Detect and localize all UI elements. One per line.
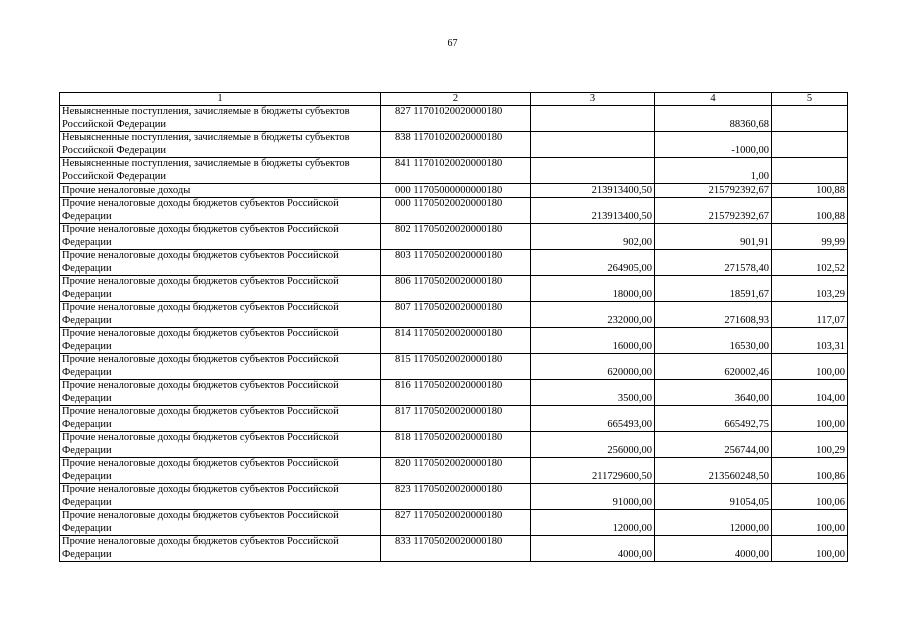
row-percent-cell: 100,86 (772, 458, 848, 484)
table-row (60, 224, 848, 250)
table-row (60, 302, 848, 328)
row-code-cell: 817 11705020020000180 (381, 406, 531, 432)
row-name-cell: Прочие неналоговые доходы бюджетов субъектов Российской Федерации (60, 458, 381, 484)
row-plan-cell: 91000,00 (531, 484, 655, 510)
row-plan-cell: 18000,00 (531, 276, 655, 302)
table-row (60, 276, 848, 302)
row-percent-cell: 117,07 (772, 302, 848, 328)
row-plan-cell (531, 158, 655, 184)
row-percent-cell (772, 132, 848, 158)
table-row (60, 250, 848, 276)
row-name-cell: Прочие неналоговые доходы бюджетов субъектов Российской Федерации (60, 510, 381, 536)
table-row (60, 406, 848, 432)
row-name-cell: Прочие неналоговые доходы бюджетов субъектов Российской Федерации (60, 328, 381, 354)
row-name-cell: Прочие неналоговые доходы бюджетов субъектов Российской Федерации (60, 302, 381, 328)
row-fact-cell: 215792392,67 (655, 198, 772, 224)
table-body (60, 93, 848, 562)
table-row (60, 484, 848, 510)
row-code-cell: 838 11701020020000180 (381, 132, 531, 158)
column-header-4: 4 (655, 93, 772, 106)
row-percent-cell: 100,88 (772, 198, 848, 224)
row-fact-cell: 91054,05 (655, 484, 772, 510)
row-code-cell: 833 11705020020000180 (381, 536, 531, 562)
row-percent-cell: 99,99 (772, 224, 848, 250)
row-name-cell: Прочие неналоговые доходы бюджетов субъектов Российской Федерации (60, 276, 381, 302)
row-plan-cell: 256000,00 (531, 432, 655, 458)
row-name-cell: Прочие неналоговые доходы бюджетов субъектов Российской Федерации (60, 406, 381, 432)
row-fact-cell: 271608,93 (655, 302, 772, 328)
row-code-cell: 827 11705020020000180 (381, 510, 531, 536)
row-percent-cell (772, 158, 848, 184)
row-code-cell: 815 11705020020000180 (381, 354, 531, 380)
table-row (60, 198, 848, 224)
row-fact-cell: 665492,75 (655, 406, 772, 432)
row-plan-cell: 4000,00 (531, 536, 655, 562)
row-plan-cell: 665493,00 (531, 406, 655, 432)
row-name-cell: Прочие неналоговые доходы бюджетов субъектов Российской Федерации (60, 484, 381, 510)
row-percent-cell: 104,00 (772, 380, 848, 406)
page-number: 67 (447, 38, 458, 49)
row-code-cell: 806 11705020020000180 (381, 276, 531, 302)
row-name-cell: Прочие неналоговые доходы бюджетов субъектов Российской Федерации (60, 536, 381, 562)
row-code-cell: 841 11701020020000180 (381, 158, 531, 184)
row-code-cell: 827 11701020020000180 (381, 106, 531, 132)
row-code-cell: 816 11705020020000180 (381, 380, 531, 406)
row-code-cell: 802 11705020020000180 (381, 224, 531, 250)
column-header-2: 2 (381, 93, 531, 106)
row-percent-cell: 100,88 (772, 184, 848, 198)
row-fact-cell: 3640,00 (655, 380, 772, 406)
row-plan-cell (531, 132, 655, 158)
row-code-cell: 814 11705020020000180 (381, 328, 531, 354)
row-name-cell: Прочие неналоговые доходы (60, 184, 381, 198)
row-fact-cell: -1000,00 (655, 132, 772, 158)
row-fact-cell: 271578,40 (655, 250, 772, 276)
revenue-table (59, 92, 848, 562)
row-name-cell: Прочие неналоговые доходы бюджетов субъектов Российской Федерации (60, 380, 381, 406)
row-percent-cell: 100,06 (772, 484, 848, 510)
row-plan-cell: 232000,00 (531, 302, 655, 328)
row-fact-cell: 1,00 (655, 158, 772, 184)
table-row (60, 380, 848, 406)
row-plan-cell: 620000,00 (531, 354, 655, 380)
row-name-cell: Прочие неналоговые доходы бюджетов субъектов Российской Федерации (60, 250, 381, 276)
column-header-5: 5 (772, 93, 848, 106)
row-code-cell: 000 11705020020000180 (381, 198, 531, 224)
row-percent-cell: 100,29 (772, 432, 848, 458)
row-code-cell: 818 11705020020000180 (381, 432, 531, 458)
row-name-cell: Невыясненные поступления, зачисляемые в бюджеты субъектов Российской Федерации (60, 158, 381, 184)
column-header-1: 1 (60, 93, 381, 106)
row-name-cell: Прочие неналоговые доходы бюджетов субъектов Российской Федерации (60, 354, 381, 380)
row-fact-cell: 18591,67 (655, 276, 772, 302)
row-plan-cell: 264905,00 (531, 250, 655, 276)
table-row (60, 328, 848, 354)
row-name-cell: Прочие неналоговые доходы бюджетов субъектов Российской Федерации (60, 432, 381, 458)
row-fact-cell: 901,91 (655, 224, 772, 250)
table-row (60, 458, 848, 484)
row-percent-cell: 100,00 (772, 510, 848, 536)
row-name-cell: Прочие неналоговые доходы бюджетов субъектов Российской Федерации (60, 224, 381, 250)
table-row (60, 158, 848, 184)
row-code-cell: 823 11705020020000180 (381, 484, 531, 510)
row-fact-cell: 256744,00 (655, 432, 772, 458)
row-fact-cell: 12000,00 (655, 510, 772, 536)
row-percent-cell: 103,31 (772, 328, 848, 354)
row-name-cell: Невыясненные поступления, зачисляемые в бюджеты субъектов Российской Федерации (60, 132, 381, 158)
row-percent-cell: 100,00 (772, 354, 848, 380)
table-row (60, 184, 848, 198)
table-row (60, 132, 848, 158)
row-fact-cell: 88360,68 (655, 106, 772, 132)
row-plan-cell: 213913400,50 (531, 184, 655, 198)
row-plan-cell: 3500,00 (531, 380, 655, 406)
column-header-3: 3 (531, 93, 655, 106)
table-row (60, 510, 848, 536)
table-row (60, 106, 848, 132)
row-name-cell: Невыясненные поступления, зачисляемые в бюджеты субъектов Российской Федерации (60, 106, 381, 132)
row-percent-cell: 100,00 (772, 536, 848, 562)
row-code-cell: 000 11705000000000180 (381, 184, 531, 198)
row-plan-cell: 902,00 (531, 224, 655, 250)
row-code-cell: 803 11705020020000180 (381, 250, 531, 276)
row-plan-cell (531, 106, 655, 132)
row-percent-cell: 100,00 (772, 406, 848, 432)
table-row (60, 432, 848, 458)
table-row (60, 536, 848, 562)
row-fact-cell: 215792392,67 (655, 184, 772, 198)
column-number-row (60, 93, 848, 106)
row-percent-cell: 103,29 (772, 276, 848, 302)
row-fact-cell: 4000,00 (655, 536, 772, 562)
row-name-cell: Прочие неналоговые доходы бюджетов субъектов Российской Федерации (60, 198, 381, 224)
row-fact-cell: 620002,46 (655, 354, 772, 380)
row-plan-cell: 12000,00 (531, 510, 655, 536)
row-code-cell: 820 11705020020000180 (381, 458, 531, 484)
row-plan-cell: 16000,00 (531, 328, 655, 354)
row-plan-cell: 211729600,50 (531, 458, 655, 484)
table-row (60, 354, 848, 380)
row-plan-cell: 213913400,50 (531, 198, 655, 224)
row-fact-cell: 213560248,50 (655, 458, 772, 484)
row-fact-cell: 16530,00 (655, 328, 772, 354)
row-code-cell: 807 11705020020000180 (381, 302, 531, 328)
row-percent-cell (772, 106, 848, 132)
row-percent-cell: 102,52 (772, 250, 848, 276)
